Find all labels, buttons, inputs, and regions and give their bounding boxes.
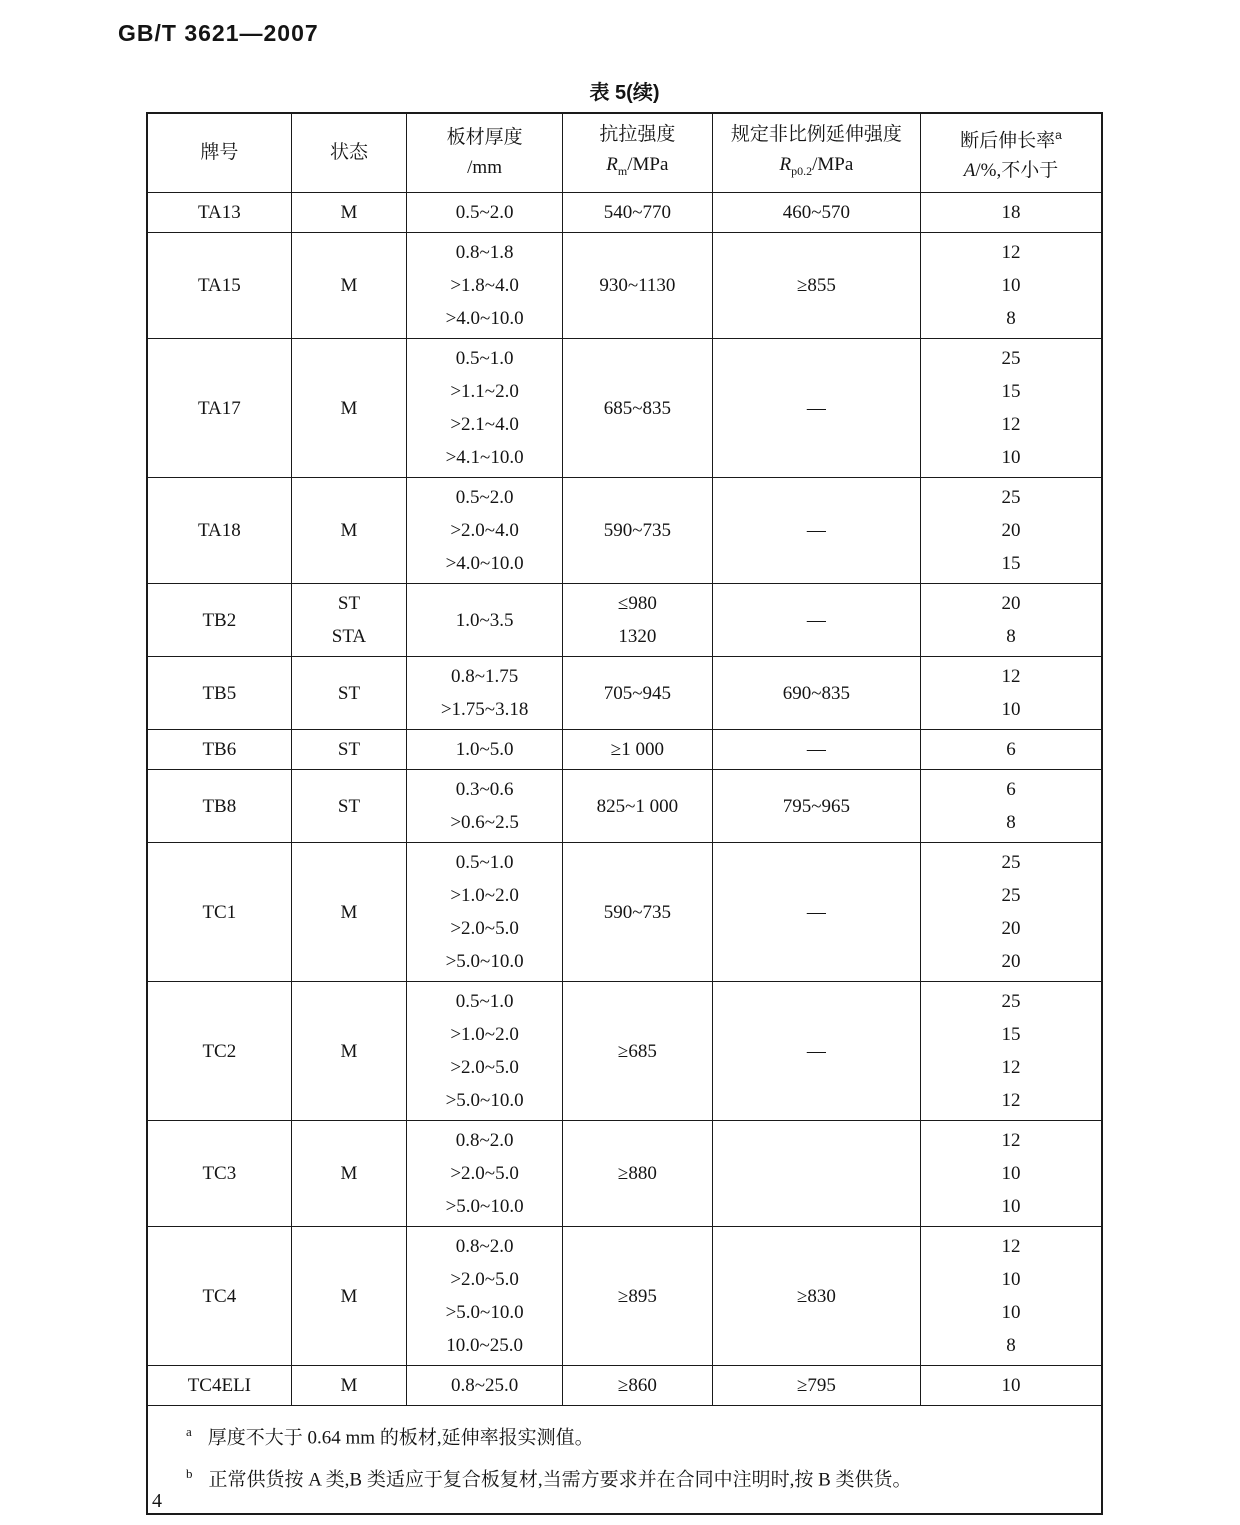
cell-line: M xyxy=(340,901,358,923)
cell-line: 20 xyxy=(1001,593,1021,614)
header-grade-label: 牌号 xyxy=(200,142,239,163)
cell-line: — xyxy=(806,609,826,631)
header-elongation-symbol xyxy=(923,156,1099,186)
cell-line: 10 xyxy=(1001,1196,1021,1217)
table-row xyxy=(147,1121,1102,1227)
cell-line: ≥830 xyxy=(796,1285,836,1307)
footnote-b xyxy=(186,1456,1089,1498)
cell-rp xyxy=(712,730,920,770)
cell-line: >2.0~5.0 xyxy=(450,1163,519,1184)
cell-line: >4.1~10.0 xyxy=(445,447,524,468)
cell-line: 8 xyxy=(1006,626,1016,647)
cell-thickness xyxy=(407,584,563,657)
cell-rp xyxy=(712,1227,920,1366)
cell-line: 10.0~25.0 xyxy=(446,1335,523,1356)
cell-line: ST xyxy=(337,739,361,760)
cell-line: 15 xyxy=(1001,381,1021,402)
proof-strength-unit: /MPa xyxy=(812,154,854,176)
cell-thickness xyxy=(407,657,563,730)
table-row xyxy=(147,233,1102,339)
cell-line: >1.1~2.0 xyxy=(450,381,519,402)
cell-thickness xyxy=(407,1227,563,1366)
cell-rp xyxy=(712,339,920,478)
cell-rm xyxy=(562,233,712,339)
cell-line: 690~835 xyxy=(782,682,851,704)
table-row xyxy=(147,982,1102,1121)
cell-line: >4.0~10.0 xyxy=(445,308,524,329)
cell-grade xyxy=(147,982,291,1121)
cell-line: >1.75~3.18 xyxy=(440,699,529,720)
tensile-unit: /MPa xyxy=(627,154,669,176)
cell-thickness xyxy=(407,339,563,478)
cell-line: >2.0~5.0 xyxy=(450,1057,519,1078)
symbol-R-sub: m xyxy=(617,163,628,178)
cell-grade xyxy=(147,584,291,657)
cell-grade xyxy=(147,1366,291,1406)
cell-line: TB6 xyxy=(202,739,237,760)
standard-number: GB/T 3621—2007 xyxy=(118,20,319,46)
cell-line: >2.1~4.0 xyxy=(450,414,519,435)
cell-line: 12 xyxy=(1001,242,1021,263)
cell-line: 8 xyxy=(1006,308,1016,329)
cell-line: TA17 xyxy=(197,397,241,419)
cell-line: >4.0~10.0 xyxy=(445,553,524,574)
cell-line: 12 xyxy=(1001,1090,1021,1111)
cell-rm xyxy=(562,843,712,982)
cell-line: >2.0~5.0 xyxy=(450,1269,519,1290)
cell-line: 10 xyxy=(1001,699,1021,720)
cell-line: >5.0~10.0 xyxy=(445,1302,524,1323)
table-row xyxy=(147,657,1102,730)
cell-line: TB2 xyxy=(202,609,237,631)
cell-line: 10 xyxy=(1001,447,1021,468)
cell-line: 0.8~2.0 xyxy=(455,1236,514,1257)
cell-state xyxy=(291,1227,407,1366)
table-body xyxy=(147,193,1102,1406)
cell-line: 590~735 xyxy=(603,901,671,923)
cell-line: >1.8~4.0 xyxy=(450,275,519,296)
cell-line: 795~965 xyxy=(782,795,851,817)
cell-line: M xyxy=(340,397,358,419)
cell-line: ≥880 xyxy=(617,1163,657,1184)
cell-line: 685~835 xyxy=(603,397,671,419)
table-row xyxy=(147,339,1102,478)
footnote-b-text: 正常供货按 A 类,B 类适应于复合板复材,当需方要求并在合同中注明时,按 B 类供货。 xyxy=(208,1469,912,1491)
cell-line: 0.5~2.0 xyxy=(455,487,514,508)
cell-line: 25 xyxy=(1001,991,1021,1012)
cell-grade xyxy=(147,478,291,584)
cell-line: 540~770 xyxy=(603,202,671,223)
header-tensile xyxy=(562,113,712,193)
cell-line: M xyxy=(340,1040,358,1062)
cell-line: ≤980 xyxy=(617,593,657,614)
cell-line: 1.0~3.5 xyxy=(455,609,514,631)
cell-line: 20 xyxy=(1001,520,1021,541)
table-row xyxy=(147,478,1102,584)
cell-line: ST xyxy=(337,795,361,817)
header-state xyxy=(291,113,407,193)
cell-state xyxy=(291,1366,407,1406)
cell-line: — xyxy=(806,520,826,541)
cell-line: 10 xyxy=(1001,1302,1021,1323)
cell-grade xyxy=(147,657,291,730)
cell-line: 20 xyxy=(1001,918,1021,939)
header-state-label: 状态 xyxy=(329,142,368,163)
cell-rp xyxy=(712,1121,920,1227)
cell-line: 8 xyxy=(1006,1335,1016,1356)
cell-a xyxy=(921,730,1102,770)
cell-line: ≥895 xyxy=(617,1285,657,1307)
cell-state xyxy=(291,770,407,843)
cell-thickness xyxy=(407,193,563,233)
cell-a xyxy=(921,843,1102,982)
table-row xyxy=(147,1366,1102,1406)
header-proof-strength xyxy=(712,113,920,193)
cell-state xyxy=(291,339,407,478)
cell-thickness xyxy=(407,1366,563,1406)
cell-line: 6 xyxy=(1006,779,1016,800)
footnote-row xyxy=(147,1406,1102,1514)
cell-line: TB8 xyxy=(202,795,237,817)
cell-line: M xyxy=(340,1375,358,1396)
cell-line: 0.5~2.0 xyxy=(455,202,514,223)
cell-rm xyxy=(562,339,712,478)
footnote-a-text: 厚度不大于 0.64 mm 的板材,延伸率报实测值。 xyxy=(207,1427,594,1449)
header-tensile-symbol xyxy=(565,150,710,186)
cell-line: 10 xyxy=(1001,275,1021,296)
cell-grade xyxy=(147,193,291,233)
table-row xyxy=(147,193,1102,233)
header-elongation-label xyxy=(923,120,1099,156)
cell-line: 8 xyxy=(1006,812,1016,833)
table-row xyxy=(147,730,1102,770)
cell-line: 0.8~1.8 xyxy=(455,242,514,263)
cell-line: 6 xyxy=(1006,739,1016,760)
cell-grade xyxy=(147,730,291,770)
cell-line: >2.0~5.0 xyxy=(450,918,519,939)
page-number: 4 xyxy=(152,1490,162,1512)
cell-line: 25 xyxy=(1001,852,1021,873)
cell-state xyxy=(291,1121,407,1227)
cell-a xyxy=(921,339,1102,478)
cell-line: TC2 xyxy=(202,1040,237,1062)
footnote-ref-a: a xyxy=(1055,127,1062,142)
cell-line: 15 xyxy=(1001,1024,1021,1045)
cell-grade xyxy=(147,1121,291,1227)
table-row xyxy=(147,1227,1102,1366)
cell-line: 18 xyxy=(1001,202,1021,223)
footnote-a-marker: a xyxy=(186,1424,192,1439)
cell-thickness xyxy=(407,233,563,339)
cell-a xyxy=(921,770,1102,843)
cell-a xyxy=(921,1227,1102,1366)
cell-line: TC1 xyxy=(202,901,237,923)
cell-state xyxy=(291,730,407,770)
cell-line: TA13 xyxy=(197,202,241,223)
table-footnotes xyxy=(147,1406,1102,1514)
cell-grade xyxy=(147,339,291,478)
table-row xyxy=(147,843,1102,982)
header-grade xyxy=(147,113,291,193)
cell-line: >1.0~2.0 xyxy=(450,1024,519,1045)
cell-rm xyxy=(562,982,712,1121)
cell-rm xyxy=(562,193,712,233)
cell-line: 930~1130 xyxy=(599,275,676,296)
cell-line: 1.0~5.0 xyxy=(455,739,514,760)
cell-a xyxy=(921,233,1102,339)
cell-line: 12 xyxy=(1001,414,1021,435)
cell-line: TC4ELI xyxy=(187,1375,252,1396)
header-proof-strength-label: 规定非比例延伸强度 xyxy=(730,124,902,146)
header-elongation xyxy=(921,113,1102,193)
cell-grade xyxy=(147,770,291,843)
cell-thickness xyxy=(407,982,563,1121)
cell-line: TB5 xyxy=(202,682,237,704)
cell-line: TC3 xyxy=(202,1163,237,1184)
cell-line: 25 xyxy=(1001,885,1021,906)
cell-rm xyxy=(562,657,712,730)
cell-line: 460~570 xyxy=(782,202,851,223)
cell-line: ≥1 000 xyxy=(610,739,664,760)
cell-thickness xyxy=(407,1121,563,1227)
cell-line: 25 xyxy=(1001,487,1021,508)
cell-rm xyxy=(562,770,712,843)
cell-line: ≥795 xyxy=(796,1375,836,1396)
symbol-A: A xyxy=(963,160,976,182)
cell-line: TC4 xyxy=(202,1285,237,1307)
cell-thickness xyxy=(407,478,563,584)
cell-thickness xyxy=(407,730,563,770)
cell-rm xyxy=(562,1227,712,1366)
cell-a xyxy=(921,478,1102,584)
cell-line: M xyxy=(340,1285,358,1307)
symbol-R: R xyxy=(779,154,792,176)
cell-state xyxy=(291,233,407,339)
cell-line: 12 xyxy=(1001,1057,1021,1078)
cell-grade xyxy=(147,1227,291,1366)
cell-a xyxy=(921,1121,1102,1227)
cell-line: 0.8~2.0 xyxy=(455,1130,514,1151)
footnote-a xyxy=(186,1414,1089,1456)
cell-line: 12 xyxy=(1001,1236,1021,1257)
cell-line: 0.3~0.6 xyxy=(455,779,514,800)
cell-line: M xyxy=(340,1163,358,1184)
cell-rp xyxy=(712,233,920,339)
cell-line: ≥860 xyxy=(617,1375,657,1396)
cell-line: — xyxy=(806,739,826,760)
cell-line: >2.0~4.0 xyxy=(450,520,519,541)
cell-line: 1320 xyxy=(618,626,657,647)
cell-rp xyxy=(712,770,920,843)
cell-line: 0.8~25.0 xyxy=(450,1375,519,1396)
cell-line: M xyxy=(340,520,358,541)
cell-a xyxy=(921,193,1102,233)
cell-state xyxy=(291,982,407,1121)
cell-line: 10 xyxy=(1001,1269,1021,1290)
cell-line: 20 xyxy=(1001,951,1021,972)
cell-state xyxy=(291,193,407,233)
cell-thickness xyxy=(407,843,563,982)
header-thickness-label: 板材厚度 xyxy=(446,127,523,148)
cell-line: >5.0~10.0 xyxy=(445,1090,524,1111)
cell-line: ≥685 xyxy=(617,1040,657,1062)
cell-a xyxy=(921,584,1102,657)
spec-table xyxy=(146,112,1103,1515)
cell-rp xyxy=(712,843,920,982)
cell-line: — xyxy=(806,397,826,419)
cell-line: M xyxy=(340,275,358,296)
cell-line: ≥855 xyxy=(796,275,836,296)
cell-a xyxy=(921,1366,1102,1406)
cell-line: — xyxy=(806,901,826,923)
cell-rm xyxy=(562,730,712,770)
cell-line: 0.5~1.0 xyxy=(455,991,514,1012)
cell-line: >5.0~10.0 xyxy=(445,1196,524,1217)
cell-grade xyxy=(147,233,291,339)
cell-thickness xyxy=(407,770,563,843)
cell-line: 0.5~1.0 xyxy=(455,348,514,369)
table-row xyxy=(147,584,1102,657)
cell-rp xyxy=(712,657,920,730)
header-tensile-label: 抗拉强度 xyxy=(599,124,676,146)
cell-state xyxy=(291,657,407,730)
cell-a xyxy=(921,657,1102,730)
cell-a xyxy=(921,982,1102,1121)
cell-rp xyxy=(712,584,920,657)
cell-line: 15 xyxy=(1001,553,1021,574)
cell-line: 705~945 xyxy=(603,682,671,704)
cell-rp xyxy=(712,1366,920,1406)
header-proof-strength-symbol xyxy=(715,150,918,186)
cell-line: 825~1 000 xyxy=(596,795,679,817)
cell-line: M xyxy=(340,202,358,223)
table-title: 表 5(续) xyxy=(589,82,660,104)
cell-line: 590~735 xyxy=(603,520,671,541)
cell-rm xyxy=(562,584,712,657)
cell-rp xyxy=(712,193,920,233)
cell-line: 25 xyxy=(1001,348,1021,369)
cell-rp xyxy=(712,982,920,1121)
cell-line: TA18 xyxy=(197,520,241,541)
cell-state xyxy=(291,478,407,584)
symbol-R: R xyxy=(606,154,618,176)
cell-grade xyxy=(147,843,291,982)
elongation-label-text: 断后伸长率 xyxy=(960,130,1056,152)
cell-line: >5.0~10.0 xyxy=(445,951,524,972)
cell-line: 0.8~1.75 xyxy=(450,666,519,687)
cell-rm xyxy=(562,478,712,584)
cell-state xyxy=(291,843,407,982)
header-row xyxy=(147,113,1102,193)
header-thickness xyxy=(407,113,563,193)
cell-line: TA15 xyxy=(197,275,241,296)
cell-line: — xyxy=(806,1040,826,1062)
cell-line: STA xyxy=(331,626,367,647)
elongation-condition: /%,不小于 xyxy=(975,160,1059,182)
footnote-b-marker: b xyxy=(186,1466,193,1482)
header-thickness-unit: /mm xyxy=(467,157,502,178)
cell-rp xyxy=(712,478,920,584)
cell-rm xyxy=(562,1121,712,1227)
cell-line: 0.5~1.0 xyxy=(455,852,514,873)
cell-line: 12 xyxy=(1001,666,1021,687)
cell-line: ST xyxy=(337,682,361,704)
table-header xyxy=(147,113,1102,193)
cell-line: >1.0~2.0 xyxy=(450,885,519,906)
footnote-cell xyxy=(147,1406,1102,1514)
table-row xyxy=(147,770,1102,843)
cell-line: 10 xyxy=(1001,1375,1021,1396)
cell-rm xyxy=(562,1366,712,1406)
cell-line: 12 xyxy=(1001,1130,1021,1151)
cell-line: 10 xyxy=(1001,1163,1021,1184)
cell-line: >0.6~2.5 xyxy=(450,812,519,833)
symbol-R-sub: p0.2 xyxy=(791,163,813,178)
cell-state xyxy=(291,584,407,657)
cell-line: ST xyxy=(337,593,361,614)
